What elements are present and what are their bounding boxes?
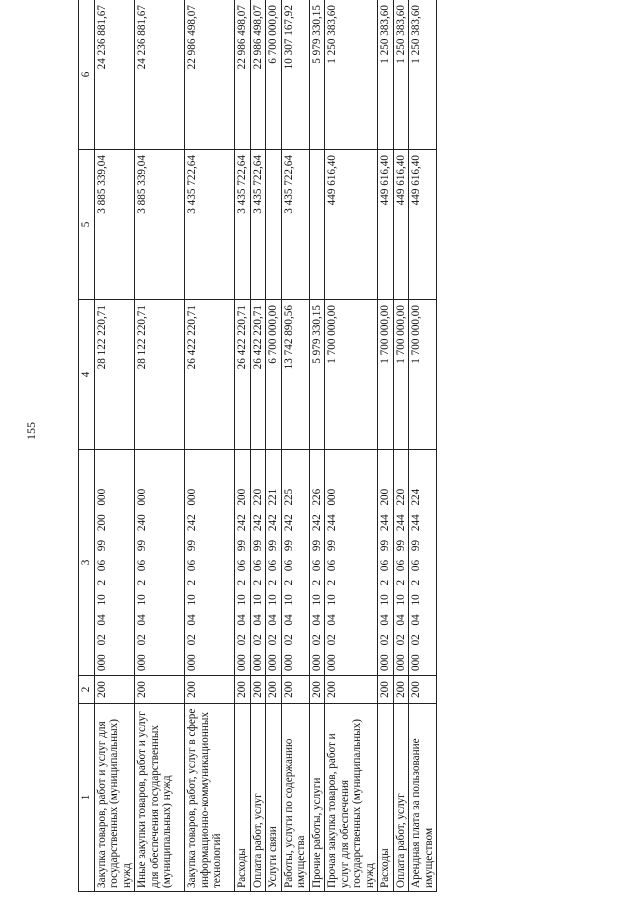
row-classification-code-cell: 000 02 04 10 2 06 99 242 000 — [185, 450, 235, 676]
row-name-cell: Арендная плата за пользование имуществом — [409, 704, 437, 892]
row-value6-cell: 1 250 383,60 — [378, 0, 394, 150]
row-value6-cell: 10 307 167,92 — [281, 0, 309, 150]
row-value6-cell: 1 250 383,60 — [409, 0, 437, 150]
row-value6-cell: 24 236 881,67 — [94, 0, 135, 150]
row-classification-code-cell: 000 02 04 10 2 06 99 242 220 — [250, 450, 266, 676]
row-value5-cell — [266, 150, 282, 300]
row-value6-cell: 1 250 383,60 — [325, 0, 378, 150]
row-name-cell: Закупка товаров, работ и услуг для государственных (муниципальных) нужд — [94, 704, 135, 892]
row-name-cell: Прочие работы, услуги — [309, 704, 325, 892]
table-row — [235, 0, 251, 892]
row-value5-cell: 449 616,40 — [325, 150, 378, 300]
row-value5-cell: 3 435 722,64 — [235, 150, 251, 300]
row-classification-code-cell: 000 02 04 10 2 06 99 242 221 — [266, 450, 282, 676]
table-row — [281, 0, 309, 892]
row-classification-code-cell: 000 02 04 10 2 06 99 242 225 — [281, 450, 309, 676]
table-body — [94, 0, 437, 892]
row-code2-cell: 200 — [250, 676, 266, 704]
row-value6-cell: 1 250 383,60 — [393, 0, 409, 150]
row-value4-cell: 28 122 220,71 — [135, 300, 185, 450]
row-name-cell: Иные закупки товаров, работ и услуг для обеспечения государственных (муниципальных) нужд — [135, 704, 185, 892]
row-name-cell: Оплата работ, услуг — [393, 704, 409, 892]
row-value4-cell: 5 979 330,15 — [309, 300, 325, 450]
header-cell-6: 6 — [79, 0, 95, 150]
row-code2-cell: 200 — [94, 676, 135, 704]
row-name-cell: Расходы — [378, 704, 394, 892]
table-row — [325, 0, 378, 892]
row-name-cell: Закупка товаров, работ, услуг в сфере информационно-коммуникационных технологий — [185, 704, 235, 892]
rotated-table-container — [78, 0, 624, 892]
row-code2-cell: 200 — [235, 676, 251, 704]
row-value5-cell: 3 435 722,64 — [281, 150, 309, 300]
row-code2-cell: 200 — [409, 676, 437, 704]
row-code2-cell: 200 — [325, 676, 378, 704]
row-value4-cell: 28 122 220,71 — [94, 300, 135, 450]
row-classification-code-cell: 000 02 04 10 2 06 99 244 220 — [393, 450, 409, 676]
row-classification-code-cell: 000 02 04 10 2 06 99 242 226 — [309, 450, 325, 676]
table-row — [266, 0, 282, 892]
row-value4-cell: 26 422 220,71 — [250, 300, 266, 450]
row-value5-cell: 449 616,40 — [409, 150, 437, 300]
row-value6-cell: 22 986 498,07 — [185, 0, 235, 150]
row-value5-cell: 3 885 339,04 — [94, 150, 135, 300]
table-row — [378, 0, 394, 892]
row-name-cell: Работы, услуги по содержанию имущества — [281, 704, 309, 892]
table-row — [185, 0, 235, 892]
row-value4-cell: 1 700 000,00 — [393, 300, 409, 450]
row-value6-cell: 5 979 330,15 — [309, 0, 325, 150]
header-cell-3: 3 — [79, 450, 95, 676]
row-value4-cell: 26 422 220,71 — [235, 300, 251, 450]
row-name-cell: Прочая закупка товаров, работ и услуг для обеспечения государственных (муниципальных) нужд — [325, 704, 378, 892]
row-value4-cell: 13 742 890,56 — [281, 300, 309, 450]
row-code2-cell: 200 — [281, 676, 309, 704]
row-value6-cell: 22 986 498,07 — [235, 0, 251, 150]
row-classification-code-cell: 000 02 04 10 2 06 99 244 200 — [378, 450, 394, 676]
row-value6-cell: 22 986 498,07 — [250, 0, 266, 150]
row-value6-cell: 24 236 881,67 — [135, 0, 185, 150]
table-row — [135, 0, 185, 892]
row-value6-cell: 6 700 000,00 — [266, 0, 282, 150]
row-value5-cell: 449 616,40 — [393, 150, 409, 300]
row-value5-cell: 3 435 722,64 — [185, 150, 235, 300]
header-cell-4: 4 — [79, 300, 95, 450]
budget-table — [78, 0, 437, 892]
row-code2-cell: 200 — [185, 676, 235, 704]
row-code2-cell: 200 — [135, 676, 185, 704]
table-row — [409, 0, 437, 892]
row-value4-cell: 1 700 000,00 — [325, 300, 378, 450]
row-value4-cell: 6 700 000,00 — [266, 300, 282, 450]
row-classification-code-cell: 000 02 04 10 2 06 99 200 000 — [94, 450, 135, 676]
header-cell-1: 1 — [79, 704, 95, 892]
row-name-cell: Оплата работ, услуг — [250, 704, 266, 892]
row-classification-code-cell: 000 02 04 10 2 06 99 244 000 — [325, 450, 378, 676]
row-code2-cell: 200 — [309, 676, 325, 704]
row-value5-cell: 449 616,40 — [378, 150, 394, 300]
row-value5-cell — [309, 150, 325, 300]
table-row — [393, 0, 409, 892]
row-value4-cell: 1 700 000,00 — [378, 300, 394, 450]
table-row — [309, 0, 325, 892]
row-code2-cell: 200 — [266, 676, 282, 704]
table-row — [250, 0, 266, 892]
row-name-cell: Расходы — [235, 704, 251, 892]
row-classification-code-cell: 000 02 04 10 2 06 99 240 000 — [135, 450, 185, 676]
row-classification-code-cell: 000 02 04 10 2 06 99 244 224 — [409, 450, 437, 676]
table-row — [94, 0, 135, 892]
row-code2-cell: 200 — [393, 676, 409, 704]
row-value5-cell: 3 435 722,64 — [250, 150, 266, 300]
row-classification-code-cell: 000 02 04 10 2 06 99 242 200 — [235, 450, 251, 676]
row-name-cell: Услуги связи — [266, 704, 282, 892]
header-cell-5: 5 — [79, 150, 95, 300]
page-number: 155 — [24, 422, 38, 440]
header-row — [79, 0, 95, 892]
row-value4-cell: 26 422 220,71 — [185, 300, 235, 450]
row-code2-cell: 200 — [378, 676, 394, 704]
header-cell-2: 2 — [79, 676, 95, 704]
row-value5-cell: 3 885 339,04 — [135, 150, 185, 300]
row-value4-cell: 1 700 000,00 — [409, 300, 437, 450]
